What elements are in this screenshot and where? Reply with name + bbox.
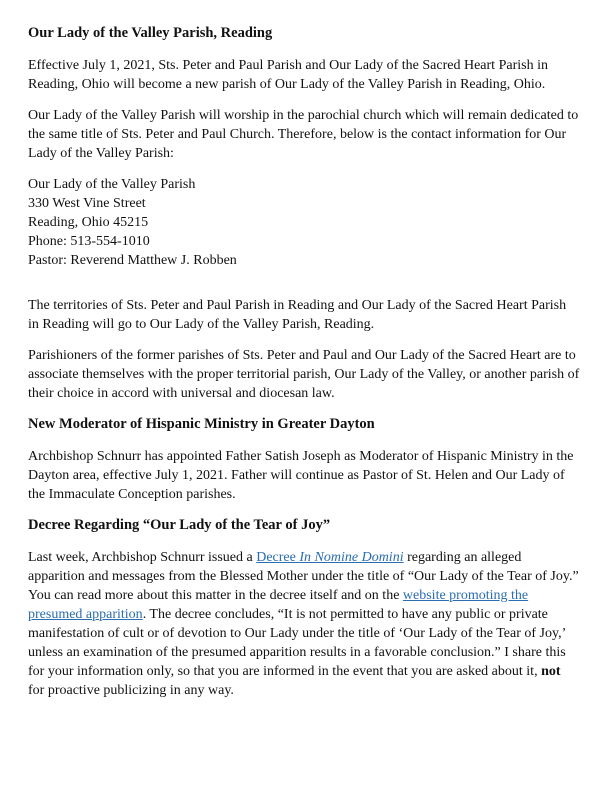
contact-address (28, 175, 580, 270)
emphasis-not: not (541, 664, 561, 679)
paragraph: Effective July 1, 2021, Sts. Peter and Paul Parish and Our Lady of the Sacred Heart Parish in Reading, Ohio will become a new parish of Our Lady of the Valley Parish in Reading, Ohio. (28, 58, 548, 92)
bulletin-page (28, 24, 580, 712)
section-parish-merger (28, 24, 580, 403)
text-run: Last week, Archbishop Schnurr issued a (28, 550, 257, 565)
section-heading: Decree Regarding “Our Lady of the Tear of Joy” (28, 517, 331, 533)
decree-link[interactable] (256, 550, 403, 565)
phone-number: Phone: 513-554-1010 (28, 234, 150, 249)
section-hispanic-ministry (28, 415, 580, 504)
decree-link-title: In Nomine Domini (299, 550, 404, 565)
apparition-website-link[interactable]: website promoting the presumed apparition (28, 588, 529, 622)
text-run: regarding an alleged apparition and messages from the Blessed Mother under the title of “Our Lady of the Tear of Joy.” You can read more about this matter in the decree itself and on the (28, 550, 579, 603)
street-address: 330 West Vine Street (28, 196, 146, 211)
section-heading: New Moderator of Hispanic Ministry in Greater Dayton (28, 416, 375, 432)
section-decree (28, 516, 580, 700)
decree-link-label: Decree (256, 550, 300, 565)
paragraph (28, 548, 580, 700)
paragraph: Parishioners of the former parishes of Sts. Peter and Paul and Our Lady of the Sacred Heart are to associate themselves with the proper territorial parish, Our Lady of the Valley, or another parish of their choice in accord with universal and diocesan law. (28, 348, 580, 401)
section-heading: Our Lady of the Valley Parish, Reading (28, 25, 273, 41)
paragraph: The territories of Sts. Peter and Paul Parish in Reading and Our Lady of the Sacred Heart Parish in Reading will go to Our Lady of the Valley Parish, Reading. (28, 298, 567, 332)
pastor-name: Pastor: Reverend Matthew J. Robben (28, 253, 237, 268)
parish-name: Our Lady of the Valley Parish (28, 177, 196, 192)
paragraph: Our Lady of the Valley Parish will worship in the parochial church which will remain dedicated to the same title of Sts. Peter and Paul Church. Therefore, below is the contact information for Our Lady of the Valley Parish: (28, 108, 579, 161)
text-run: for proactive publicizing in any way. (28, 683, 234, 698)
city-state-zip: Reading, Ohio 45215 (28, 215, 149, 230)
text-run: . The decree concludes, “It is not permitted to have any public or private manifestation of cult or of devotion to Our Lady under the title of ‘Our Lady of the Tear of Joy,’ unless an examination of the presumed apparition results in a favorable conclusion.” I share this for your information only, so that you are informed in the event that you are asked about it, (28, 607, 566, 679)
paragraph: Archbishop Schnurr has appointed Father Satish Joseph as Moderator of Hispanic Ministry in the Dayton area, effective July 1, 2021. Father will continue as Pastor of St. Helen and Our Lady of the Immaculate Conception parishes. (28, 449, 574, 502)
